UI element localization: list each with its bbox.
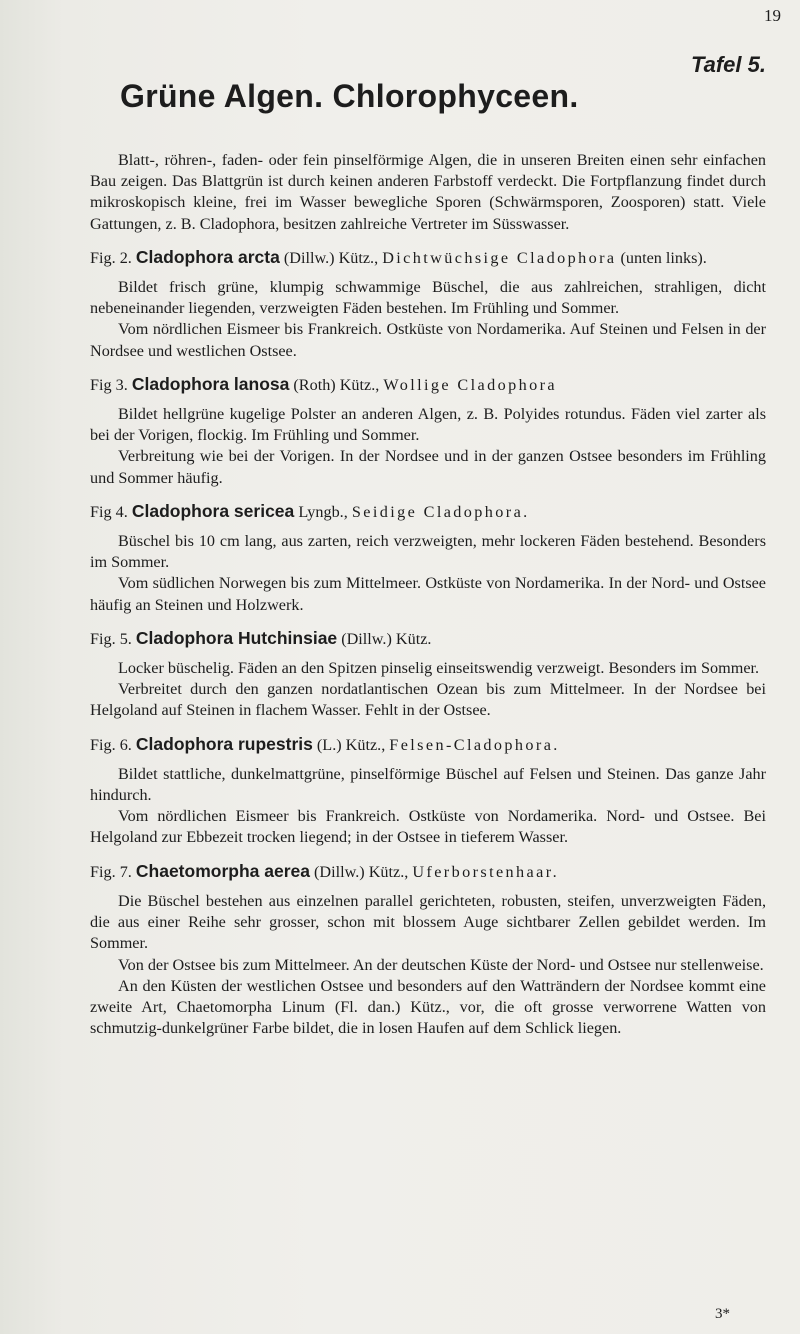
figure-note: (unten links). <box>620 248 707 267</box>
figure-heading <box>90 247 766 269</box>
distribution-paragraph: Vom nördlichen Eismeer bis Frankreich. Ostküste von Nordamerika. Auf Steinen und Felsen in der Nordsee und westlichen Ostsee. <box>90 320 766 360</box>
figure-number: Fig. 5. <box>90 629 132 648</box>
distribution-paragraph: Vom südlichen Norwegen bis zum Mittelmeer. Ostküste von Nordamerika. In der Nord- und Ostsee häufig an Steinen und Holzwerk. <box>90 574 766 614</box>
figure-heading <box>90 501 766 523</box>
species-authority: (Dillw.) Kütz., <box>283 248 379 267</box>
figure-heading <box>90 734 766 756</box>
species-authority: (Dillw.) Kütz. <box>341 629 432 648</box>
species-name: Cladophora Hutchinsiae <box>135 627 338 648</box>
common-name: Seidige Cladophora. <box>351 502 530 521</box>
text-body <box>90 150 766 1039</box>
signature-mark: 3* <box>715 1306 730 1322</box>
figure-heading <box>90 374 766 396</box>
figure-number: Fig 3. <box>90 375 128 394</box>
page-title: Grüne Algen. Chlorophyceen. <box>120 78 579 114</box>
figure-heading <box>90 861 766 883</box>
species-name: Cladophora arcta <box>135 246 280 267</box>
additional-paragraph: An den Küsten der westlichen Ostsee und besonders auf den Watträndern der Nordsee kommt eine zweite Art, Chaetomorpha Linum (Fl. dan.) Kütz., vor, die oft grosse verworrene Watten von schmutzig-dunkelgrüner Farbe bildet, die in losen Haufen auf dem Schlick liegen. <box>90 976 766 1038</box>
figure-number: Fig 4. <box>90 502 128 521</box>
figure-number: Fig. 7. <box>90 862 132 881</box>
common-name: Uferborstenhaar. <box>412 862 560 881</box>
description-paragraph: Bildet stattliche, dunkelmattgrüne, pinselförmige Büschel auf Felsen und Steinen. Das ganze Jahr hindurch. <box>90 764 766 805</box>
distribution-paragraph: Vom nördlichen Eismeer bis Frankreich. Ostküste von Nordamerika. Nord- und Ostsee. Bei Helgoland zur Ebbezeit trocken liegend; in der Ostsee in tieferem Wasser. <box>90 807 766 847</box>
plate-label: Tafel 5. <box>691 52 766 77</box>
common-name: Dichtwüchsige Cladophora <box>382 248 617 267</box>
species-name: Cladophora lanosa <box>131 373 290 394</box>
common-name: Wollige Cladophora <box>383 375 557 394</box>
species-authority: Lyngb., <box>298 502 348 521</box>
distribution-paragraph: Verbreitet durch den ganzen nordatlantischen Ozean bis zum Mittelmeer. In der Nordsee bei Helgoland auf Steinen in flachem Wasser. Fehlt in der Ostsee. <box>90 680 766 720</box>
distribution-paragraph: Von der Ostsee bis zum Mittelmeer. An der deutschen Küste der Nord- und Ostsee nur stellenweise. <box>118 955 764 974</box>
page-number: 19 <box>764 6 781 25</box>
description-paragraph: Bildet hellgrüne kugelige Polster an anderen Algen, z. B. Polyides rotundus. Fäden viel zarter als bei der Vorigen, flockig. Im Frühling und Sommer. <box>90 405 766 445</box>
description-paragraph: Locker büschelig. Fäden an den Spitzen pinselig einseitswendig verzweigt. Besonders im Sommer. <box>118 659 760 678</box>
species-name: Cladophora rupestris <box>135 733 313 754</box>
description-paragraph: Bildet frisch grüne, klumpig schwammige Büschel, die aus zahlreichen, strahligen, dicht nebeneinander liegenden, verzweigten Fäden bestehen. Im Frühling und Sommer. <box>90 278 766 318</box>
distribution-paragraph: Verbreitung wie bei der Vorigen. In der Nordsee und in der ganzen Ostsee besonders im Frühling und Sommer häufig. <box>90 447 766 487</box>
species-name: Chaetomorpha aerea <box>135 860 310 881</box>
intro-paragraph: Blatt-, röhren-, faden- oder fein pinselförmige Algen, die in unseren Breiten einen sehr einfachen Bau zeigen. Das Blattgrün ist durch keinen anderen Farbstoff verdeckt. Die Fortpflanzung findet durch mikroskopisch kleine, frei im Wasser bewegliche Sporen (Schwärmsporen, Zoosporen) statt. Viele Gattungen, z. B. Cladophora, besitzen zahlreiche Vertreter im Süsswasser. <box>90 151 766 233</box>
figure-number: Fig. 2. <box>90 248 132 267</box>
figure-heading <box>90 628 766 650</box>
species-authority: (L.) Kütz., <box>316 735 386 754</box>
species-name: Cladophora sericea <box>131 500 295 521</box>
description-paragraph: Büschel bis 10 cm lang, aus zarten, reich verzweigten, mehr lockeren Fäden bestehend. Besonders im Sommer. <box>90 532 766 572</box>
figure-number: Fig. 6. <box>90 735 132 754</box>
common-name: Felsen-Cladophora. <box>389 735 560 754</box>
species-authority: (Roth) Kütz., <box>293 375 380 394</box>
description-paragraph: Die Büschel bestehen aus einzelnen parallel gerichteten, robusten, steifen, unverzweigten Fäden, die aus einer Reihe sehr grosser, schon mit blossem Auge sichtbarer Zellen gebildet werden. Im Sommer. <box>90 891 766 953</box>
species-authority: (Dillw.) Kütz., <box>314 862 409 881</box>
